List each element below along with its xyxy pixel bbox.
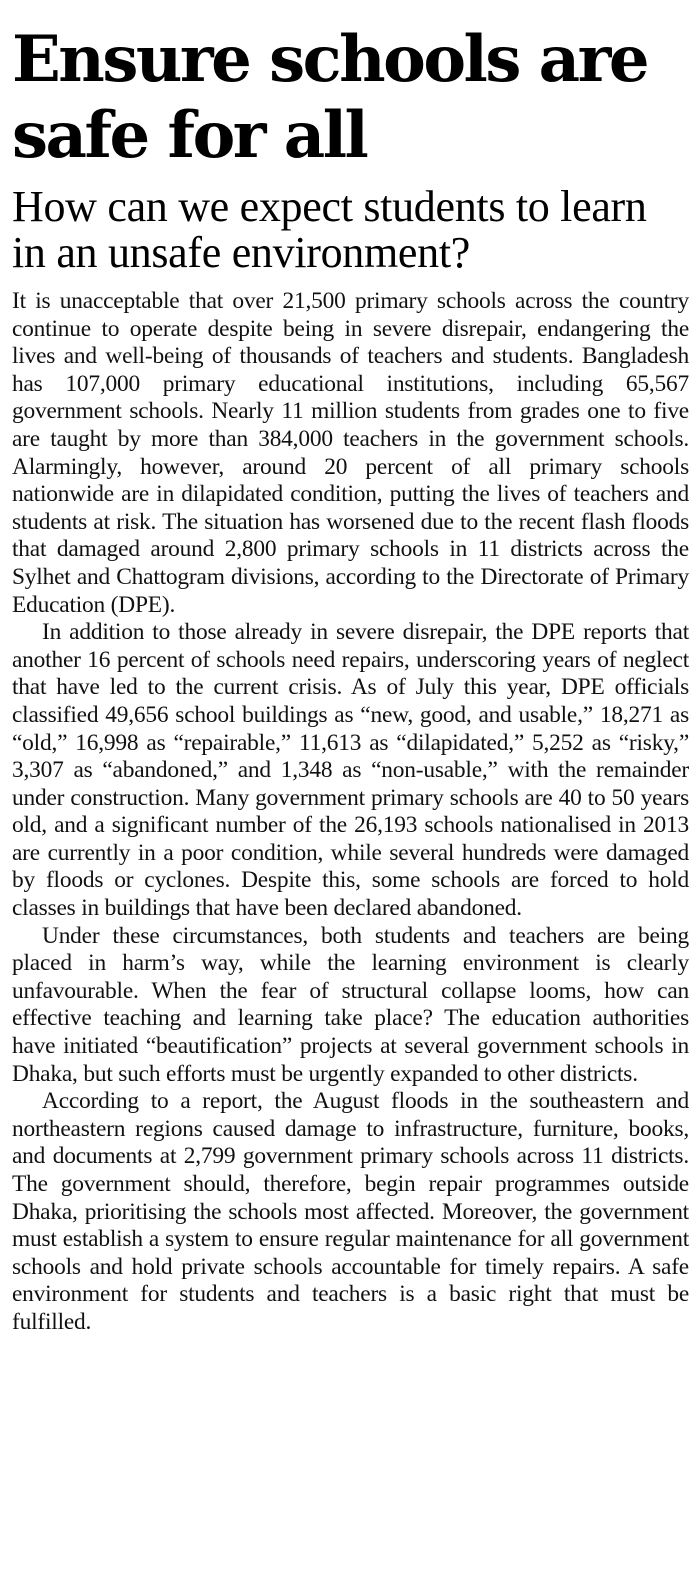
paragraph: In addition to those already in severe disrepair, the DPE reports that another 16 percent of schools need repairs, underscoring years of neglect that have led to the current crisis. As of July this year, DPE officials classified 49,656 school buildings as “new, good, and usable,” 18,271 as “old,” 16,998 as “repairable,” 11,613 as “dilapidated,” 5,252 as “risky,” 3,307 as “abandoned,” and 1,348 as “non-usable,” with the remainder under construction. Many government primary schools are 40 to 50 years old, and a significant number of the 26,193 schools nationalised in 2013 are currently in a poor condition, while several hundreds were damaged by floods or cyclones. Despite this, some schools are forced to hold classes in buildings that have been declared abandoned. — [12, 619, 689, 922]
headline: Ensure schools are safe for all — [12, 22, 648, 173]
paragraph: According to a report, the August floods in the southeastern and northeastern regions caused damage to infrastructure, furniture, books, and documents at 2,799 government primary schools across 11 districts. The government should, therefore, begin repair programmes outside Dhaka, prioritising the schools most affected. Moreover, the government must establish a system to ensure regular maintenance for all government schools and hold private schools accountable for timely repairs. A safe environment for students and teachers is a basic right that must be fulfilled. — [12, 1088, 689, 1335]
article-body — [12, 288, 689, 1337]
paragraph: Under these circumstances, both students and teachers are being placed in harm’s way, while the learning environment is clearly unfavourable. When the fear of structural collapse looms, how can effective teaching and learning take place? The education authorities have initiated “beautification” projects at several government schools in Dhaka, but such efforts must be urgently expanded to other districts. — [12, 922, 689, 1087]
paragraph: It is unacceptable that over 21,500 primary schools across the country continue to operate despite being in severe disrepair, endangering the lives and well-being of thousands of teachers and students. Bangladesh has 107,000 primary educational institutions, including 65,567 government schools. Nearly 11 million students from grades one to five are taught by more than 384,000 teachers in the government schools. Alarmingly, however, around 20 percent of all primary schools nationwide are in dilapidated condition, putting the lives of teachers and students at risk. The situation has worsened due to the recent flash floods that damaged around 2,800 primary schools in 11 districts across the Sylhet and Chattogram divisions, according to the Directorate of Primary Education (DPE). — [12, 288, 689, 618]
subheadline: How can we expect students to learn in an unsafe environment? — [12, 182, 647, 277]
